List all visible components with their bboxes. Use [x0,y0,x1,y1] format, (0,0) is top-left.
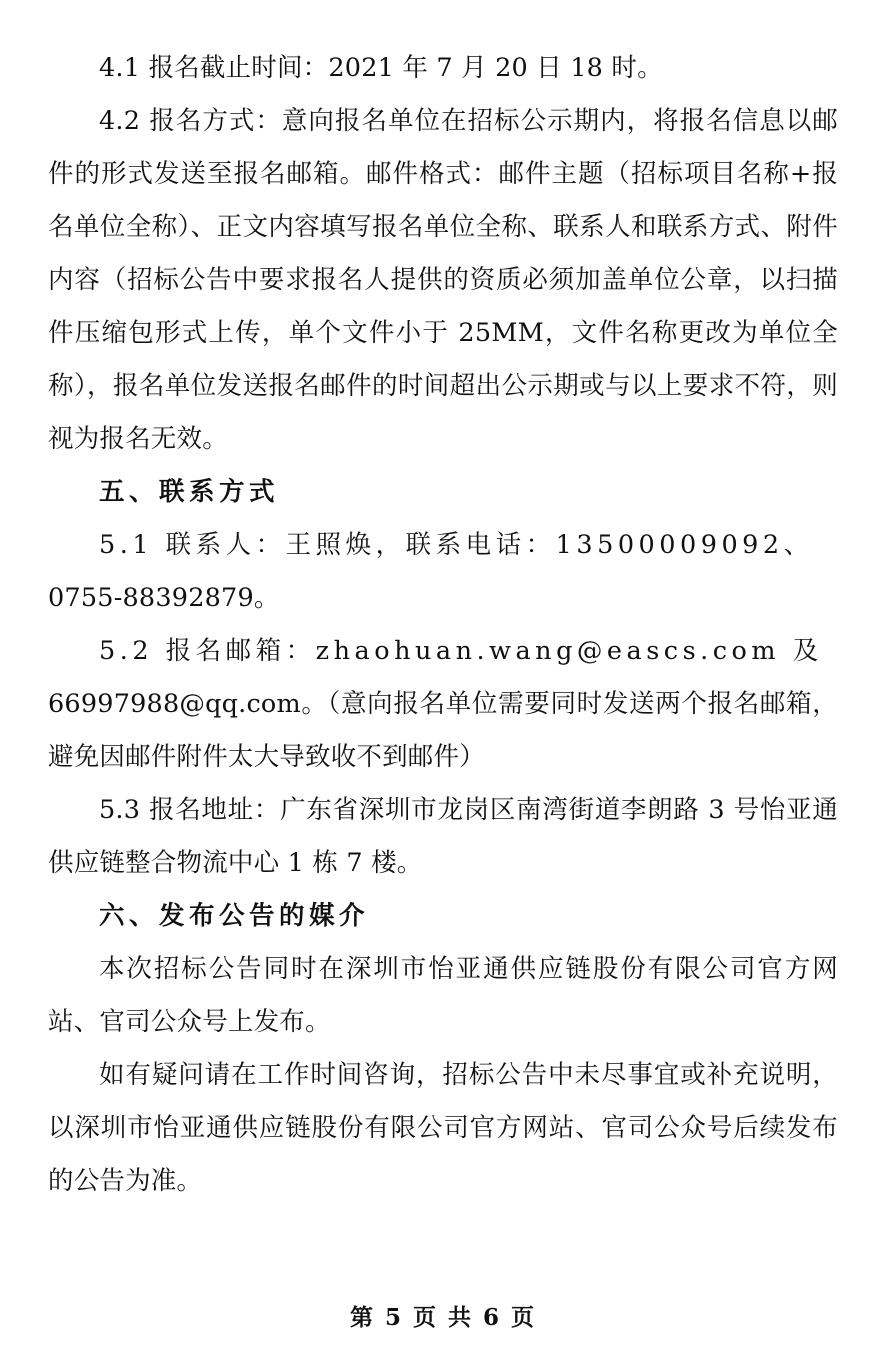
registration-email-note: 66997988@qq.com。（意向报名单位需要同时发送两个报名邮箱，避免因邮件附件太大导致收不到邮件） [48,689,838,772]
paragraph-registration-method: 4.2 报名方式：意向报名单位在招标公示期内，将报名信息以邮件的形式发送至报名邮箱。邮件格式：邮件主题（招标项目名称+报名单位全称）、正文内容填写报名单位全称、联系人和联系方式、附件内容（招标公告中要求报名人提供的资质必须加盖单位公章，以扫描件压缩包形式上传，单个文件小于 25MM，文件名称更改为单位全称），报名单位发送报名邮件的时间超出公示期或与以上要求不符，则视为报名无效。 [48,106,838,454]
contact-person-line: 5.1 联系人：王照焕，联系电话：13500009092、 [99,530,814,560]
contact-phone-line: 0755-88392879。 [48,583,280,613]
document-body [48,42,838,1208]
paragraph-deadline: 4.1 报名截止时间：2021 年 7 月 20 日 18 时。 [99,53,663,83]
paragraph-media-publication: 本次招标公告同时在深圳市怡亚通供应链股份有限公司官方网站、官司公众号上发布。 [48,954,838,1037]
heading-section-six: 六、发布公告的媒介 [99,901,370,931]
heading-section-five: 五、联系方式 [99,477,280,507]
page-footer: 第 5 页 共 6 页 [349,1304,537,1331]
registration-email-line: 5.2 报名邮箱：zhaohuan.wang@eascs.com 及 [99,636,823,666]
registration-address: 5.3 报名地址：广东省深圳市龙岗区南湾街道李朗路 3 号怡亚通供应链整合物流中心 1 栋 7 楼。 [48,795,838,878]
paragraph-inquiry-note: 如有疑问请在工作时间咨询，招标公告中未尽事宜或补充说明，以深圳市怡亚通供应链股份有限公司官方网站、官司公众号后续发布的公告为准。 [48,1060,838,1196]
